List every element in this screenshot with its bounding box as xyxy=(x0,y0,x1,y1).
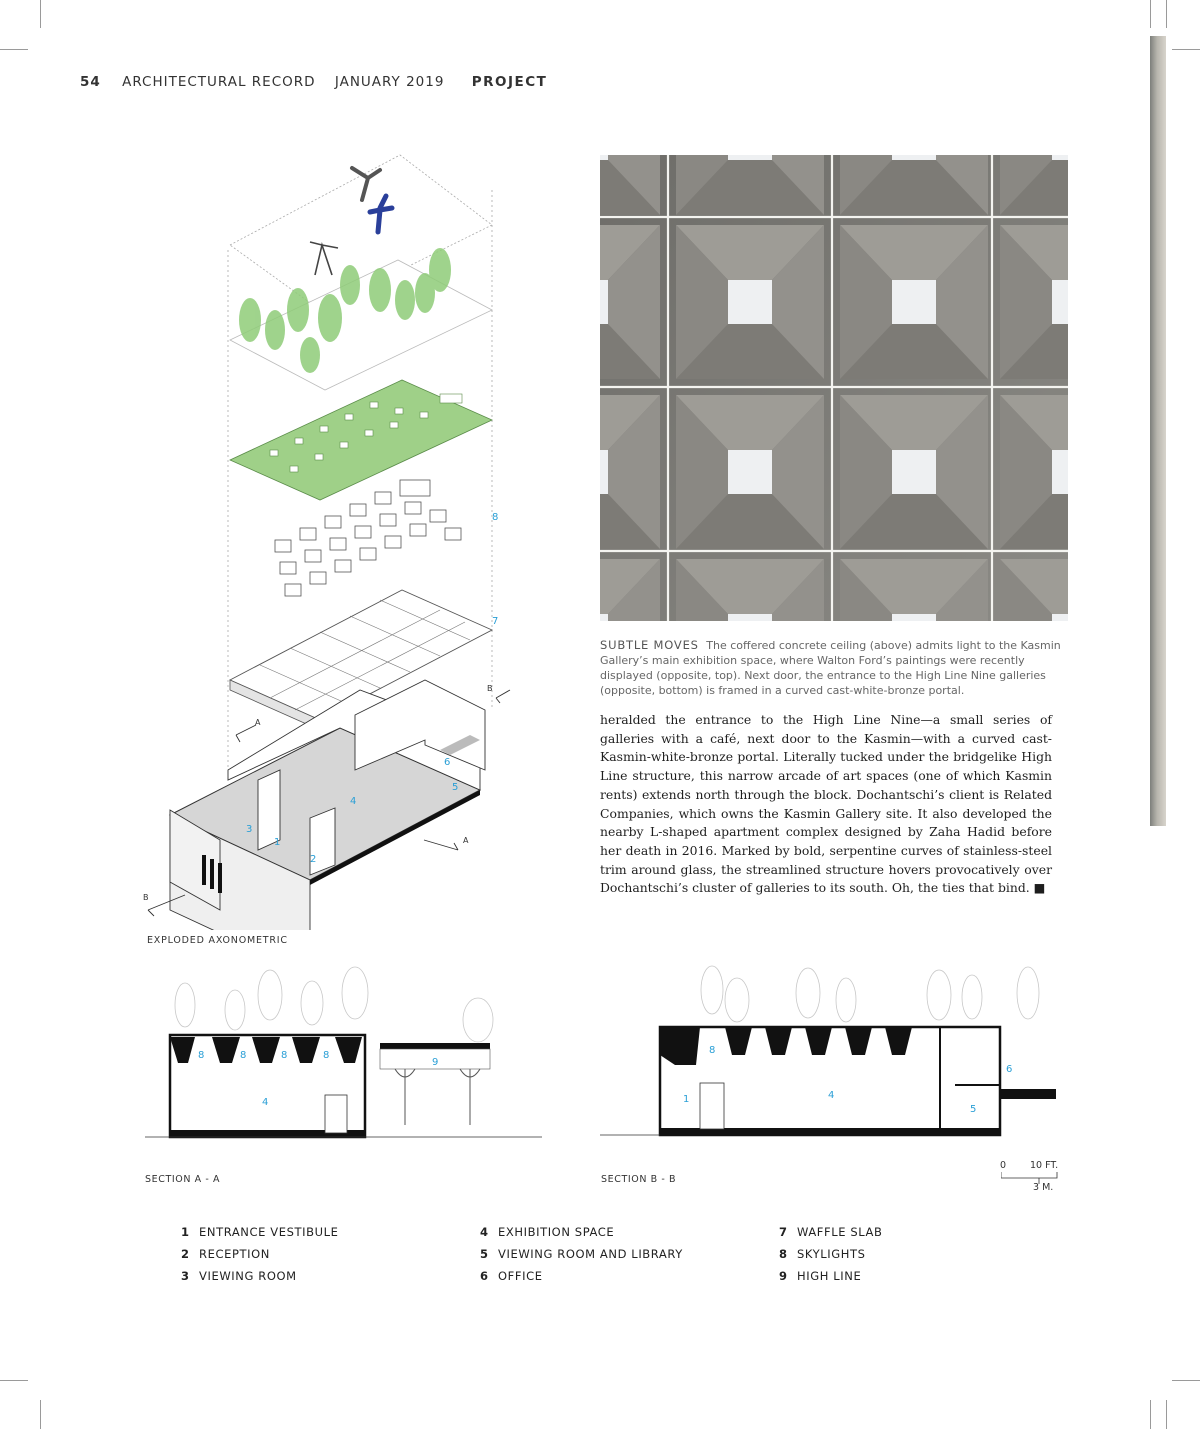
skylight-opening xyxy=(892,450,936,494)
crop-mark xyxy=(1172,1380,1200,1381)
issue-date: JANUARY 2019 xyxy=(334,74,445,90)
legend-column-1 xyxy=(181,1225,338,1291)
legend-item: 4 EXHIBITION SPACE xyxy=(480,1225,615,1239)
sb-callout-1: 1 xyxy=(683,1094,690,1105)
callout-3: 3 xyxy=(246,824,253,835)
marker-a-right: A xyxy=(463,836,469,845)
axonometric-label: EXPLODED AXONOMETRIC xyxy=(147,935,288,946)
section-trees xyxy=(701,966,1039,1022)
skylight-opening xyxy=(892,155,936,160)
photo-caption xyxy=(600,638,1070,698)
crop-mark xyxy=(0,1380,28,1381)
crop-mark xyxy=(0,49,28,50)
callout-4: 4 xyxy=(350,796,357,807)
sb-callout-8: 8 xyxy=(709,1045,716,1056)
running-header xyxy=(80,74,561,90)
skylight-opening xyxy=(600,450,608,494)
crop-mark xyxy=(1172,49,1200,50)
marker-a-left: A xyxy=(255,718,261,727)
legend-item: 1 ENTRANCE VESTIBULE xyxy=(181,1225,339,1239)
skylight-opening xyxy=(892,614,936,621)
crop-mark xyxy=(1150,1400,1151,1429)
crop-mark xyxy=(40,0,41,28)
legend-column-3 xyxy=(779,1225,883,1291)
sa-callout-8a: 8 xyxy=(198,1050,205,1061)
callout-6: 6 xyxy=(444,757,451,768)
sa-callout-4: 4 xyxy=(262,1097,269,1108)
scale-feet: 10 FT. xyxy=(1030,1160,1059,1171)
legend-item: 9 HIGH LINE xyxy=(779,1269,862,1283)
caption-lead: SUBTLE MOVES xyxy=(600,638,699,652)
legend-column-2 xyxy=(480,1225,683,1291)
section-aa-label: SECTION A - A xyxy=(145,1174,221,1185)
callout-2: 2 xyxy=(310,854,317,865)
legend-item: 3 VIEWING ROOM xyxy=(181,1269,297,1283)
scale-bar xyxy=(995,1160,1065,1196)
marker-b-top: B xyxy=(487,684,493,693)
crop-mark xyxy=(1166,1400,1167,1429)
scale-meters: 3 M. xyxy=(1033,1182,1054,1193)
legend-item: 8 SKYLIGHTS xyxy=(779,1247,866,1261)
sa-callout-8b: 8 xyxy=(240,1050,247,1061)
section-trees xyxy=(175,967,493,1042)
sb-callout-5: 5 xyxy=(970,1104,977,1115)
facing-page-edge xyxy=(1150,36,1166,826)
crop-mark xyxy=(1166,0,1167,28)
skylight-opening xyxy=(1052,280,1068,324)
caption-text: The coffered concrete ceiling (above) admits light to the Kasmin Gallery’s main exhibition space, where Walton Ford’s paintings were recently displayed (opposite, top). Next door, the entrance to the High Line Nine galleries (opposite, bottom) is framed in a curved cast-white-bronze portal. xyxy=(600,639,1061,697)
section-bb-drawing xyxy=(600,955,1060,1145)
publication-name: ARCHITECTURAL RECORD xyxy=(122,74,316,90)
sa-callout-9: 9 xyxy=(432,1057,439,1068)
exploded-axonometric-drawing xyxy=(140,150,540,930)
callout-8: 8 xyxy=(492,512,499,523)
legend-item: 2 RECEPTION xyxy=(181,1247,270,1261)
legend-item: 5 VIEWING ROOM AND LIBRARY xyxy=(480,1247,683,1261)
scale-zero: 0 xyxy=(1000,1160,1007,1171)
skylight-modules xyxy=(275,480,461,596)
crop-mark xyxy=(40,1400,41,1429)
section-bb-label: SECTION B - B xyxy=(601,1174,677,1185)
skylight-opening xyxy=(892,280,936,324)
coffered-ceiling-photo xyxy=(600,155,1068,621)
sb-callout-6: 6 xyxy=(1006,1064,1013,1075)
skylight-opening xyxy=(600,155,608,160)
skylight-opening xyxy=(1052,614,1068,621)
skylight-opening xyxy=(600,614,608,621)
skylight-opening xyxy=(728,280,772,324)
skylight-opening xyxy=(728,450,772,494)
callout-7: 7 xyxy=(492,616,499,627)
callout-1: 1 xyxy=(274,837,281,848)
sb-callout-4: 4 xyxy=(828,1090,835,1101)
skylight-opening xyxy=(1052,155,1068,160)
sa-callout-8d: 8 xyxy=(323,1050,330,1061)
page-number: 54 xyxy=(80,74,101,90)
body-paragraph: heralded the entrance to the High Line Nine—a small series of galleries with a café, next door to the Kasmin—with a curved cast-Kasmin-white-bronze portal. Literally tucked under the bridgelike High Line structure, this narrow arcade of art spaces (one of which Kasmin rents) extends north through the block. Dochantschi’s client is Related Companies, which owns the Kasmin Gallery site. It also developed the nearby L-shaped apartment complex designed by Zaha Hadid before her death in 2016. Marked by bold, serpentine curves of stainless-steel trim around glass, the streamlined structure hovers provocatively over Dochantschi’s cluster of galleries to its south. Oh, the ties that bind. ■ xyxy=(600,712,1052,896)
legend-item: 7 WAFFLE SLAB xyxy=(779,1225,883,1239)
skylight-opening xyxy=(728,614,772,621)
sa-callout-8c: 8 xyxy=(281,1050,288,1061)
skylight-opening xyxy=(600,280,608,324)
crop-mark xyxy=(1150,0,1151,28)
callout-5: 5 xyxy=(452,782,459,793)
article-body xyxy=(600,711,1052,898)
skylight-opening xyxy=(1052,450,1068,494)
section-name: PROJECT xyxy=(471,74,548,90)
skylight-opening xyxy=(728,155,772,160)
legend-item: 6 OFFICE xyxy=(480,1269,543,1283)
marker-b-bottom: B xyxy=(143,893,149,902)
